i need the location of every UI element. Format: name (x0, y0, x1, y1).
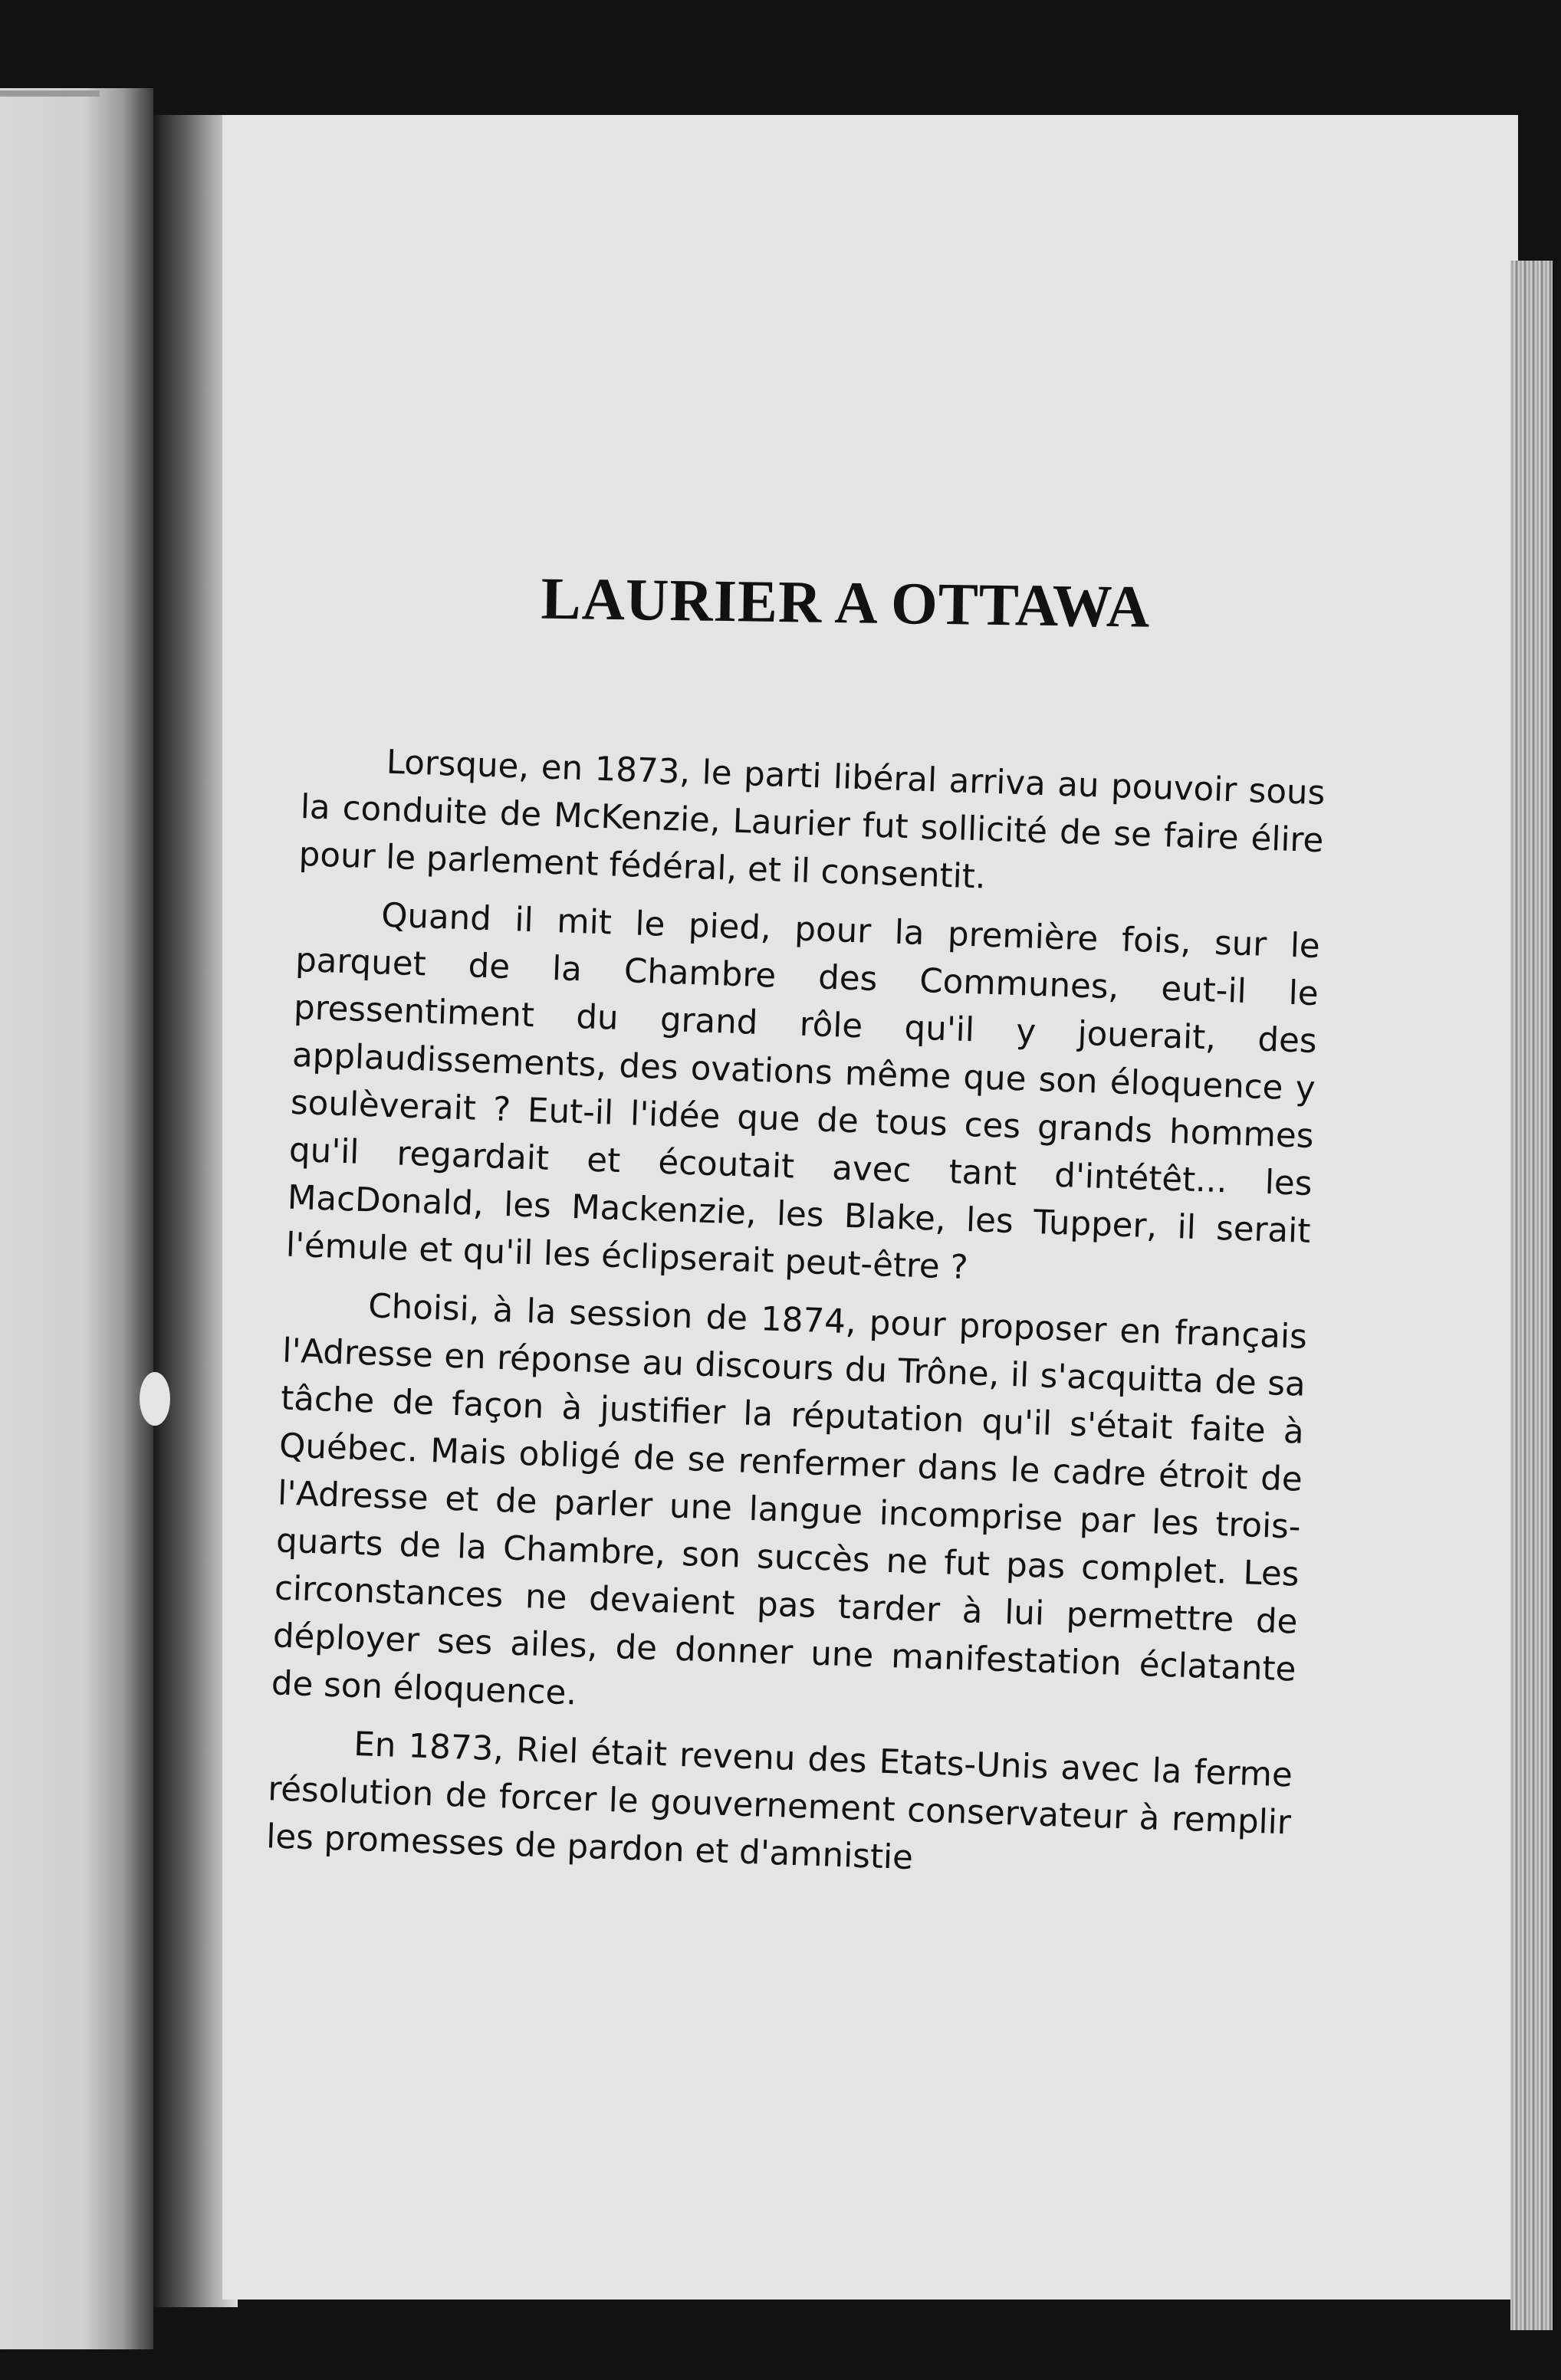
binding-hole (140, 1372, 170, 1426)
body-text (265, 736, 1326, 1905)
chapter-title: LAURIER A OTTAWA (541, 564, 1151, 640)
page-stack-edge (1510, 261, 1553, 2330)
paragraph-2: Quand il mit le pied, pour la première fois, sur le parquet de la Chambre des Communes, eut-il le pressentiment du grand rôle qu'il y jouerait, des applaudissements, des ovations même que son éloquence y soulèverait ? Eut-il l'idée que de tous ces grands hommes qu'il regardait et écoutait avec tant d'intétêt... les MacDonald, les Mackenzie, les Blake, les Tupper, il serait l'émule et qu'il les éclipserait peut-être ? (285, 896, 1321, 1288)
paragraph-1: Lorsque, en 1873, le parti libéral arriva au pouvoir sous la conduite de McKenzie, Laurier fut sollicité de se faire élire pour le parlement fédéral, et il consentit. (298, 743, 1326, 897)
facing-page-edge (0, 88, 153, 2349)
paragraph-3: Choisi, à la session de 1874, pour proposer en français l'Adresse en réponse au discours du Trône, il s'acquitta de sa tâche de façon à justifier la réputation qu'il s'était faite à Québec. Mais obligé de se renfermer dans le cadre étroit de l'Adresse et de parler une langue incomprise par les trois-quarts de la Chambre, son succès ne fut pas complet. Les circonstances ne devaient pas tarder à lui permettre de déployer ses ailes, de donner une manifestation éclatante de son éloquence. (271, 1287, 1308, 1713)
paragraph-4: En 1873, Riel était revenu des Etats-Unis avec la ferme résolution de forcer le gouvernement conservateur à remplir les promesses de pardon et d'amnistie (265, 1725, 1293, 1878)
facing-page-strip (0, 90, 100, 97)
